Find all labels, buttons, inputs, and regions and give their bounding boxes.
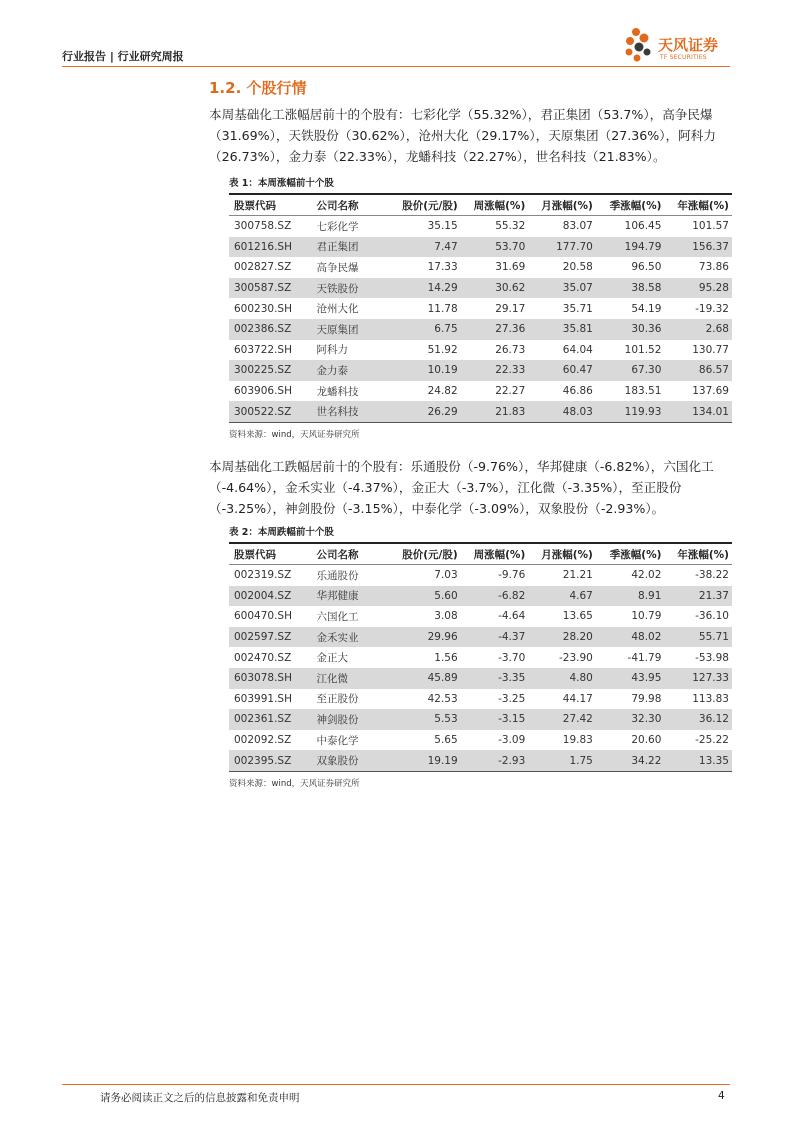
column-header: 年涨幅(%) — [677, 548, 729, 561]
table-cell: 42.53 — [427, 692, 458, 705]
company-logo — [622, 24, 732, 66]
table-cell: 19.19 — [427, 754, 458, 767]
table-cell: -3.15 — [498, 713, 526, 726]
table-cell: 20.58 — [562, 261, 593, 274]
table-cell: 1.56 — [434, 651, 458, 664]
table-cell: 31.69 — [495, 261, 526, 274]
table-row — [229, 730, 732, 751]
table-cell: 神剑股份 — [316, 713, 359, 726]
table-cell: 002092.SZ — [234, 734, 292, 747]
table-cell: -2.93 — [498, 754, 526, 767]
table-cell: 沧州大化 — [316, 303, 359, 316]
table-cell: 中泰化学 — [316, 734, 359, 747]
table-cell: 79.98 — [631, 692, 662, 705]
table-cell: -41.79 — [627, 651, 662, 664]
table-cell: 48.02 — [631, 631, 662, 644]
table-cell: 30.36 — [631, 323, 662, 336]
table-cell: -3.09 — [498, 734, 526, 747]
table-cell: 36.12 — [698, 713, 729, 726]
table-cell: 11.78 — [427, 302, 458, 315]
table-cell: 55.32 — [495, 220, 526, 233]
table-cell: 22.27 — [495, 385, 526, 398]
table-cell: 7.47 — [434, 240, 458, 253]
table-cell: 4.67 — [569, 589, 593, 602]
table-row — [229, 668, 732, 689]
table-row — [229, 237, 732, 258]
top-losers-table — [229, 524, 732, 789]
table-cell: 54.19 — [631, 302, 662, 315]
column-header: 周涨幅(%) — [473, 548, 526, 561]
table-row — [229, 565, 732, 586]
table-cell: -9.76 — [498, 569, 526, 582]
table-cell: 002386.SZ — [234, 323, 292, 336]
table-cell: 600230.SH — [234, 302, 292, 315]
table-cell: 002395.SZ — [234, 754, 292, 767]
table-cell: 42.02 — [631, 569, 662, 582]
table-cell: 13.35 — [698, 754, 729, 767]
table-row — [229, 401, 732, 422]
table-cell: -3.35 — [498, 672, 526, 685]
table-cell: 29.96 — [427, 631, 458, 644]
table-cell: 002361.SZ — [234, 713, 292, 726]
footer-disclaimer: 请务必阅读正文之后的信息披露和免责申明 — [100, 1092, 300, 1104]
report-type-label: 行业报告 | 行业研究周报 — [62, 50, 184, 63]
table-cell: 86.57 — [698, 364, 729, 377]
table-cell: 64.04 — [562, 343, 593, 356]
table-cell: 96.50 — [631, 261, 662, 274]
table-cell: -4.37 — [498, 631, 526, 644]
table-cell: 13.65 — [562, 610, 593, 623]
table-cell: 603906.SH — [234, 385, 292, 398]
table-cell: 8.91 — [638, 589, 662, 602]
table-cell: 5.60 — [434, 589, 458, 602]
column-header: 季涨幅(%) — [609, 548, 662, 561]
table-cell: 119.93 — [624, 405, 662, 418]
table-cell: 603722.SH — [234, 343, 292, 356]
table-cell: 002470.SZ — [234, 651, 292, 664]
table-cell: 10.19 — [427, 364, 458, 377]
table-cell: 21.37 — [698, 589, 729, 602]
table-row — [229, 606, 732, 627]
table-caption: 表 1：本周涨幅前十个股 — [229, 178, 334, 189]
logo-subtext: TF SECURITIES — [660, 54, 707, 61]
table-cell: 137.69 — [692, 385, 729, 398]
table-cell: 113.83 — [692, 692, 729, 705]
table-cell: 48.03 — [562, 405, 593, 418]
table-cell: 101.52 — [624, 343, 662, 356]
table-cell: 60.47 — [562, 364, 593, 377]
table-cell: 83.07 — [562, 220, 593, 233]
table-row — [229, 627, 732, 648]
table-cell: 28.20 — [562, 631, 593, 644]
table-cell: 金力泰 — [316, 364, 349, 377]
top-gainers-table — [229, 175, 732, 440]
table-cell: -6.82 — [498, 589, 526, 602]
table-row — [229, 360, 732, 381]
table-cell: 601216.SH — [234, 240, 292, 253]
column-header: 股价(元/股) — [402, 199, 458, 212]
table-row — [229, 689, 732, 710]
table-cell: 127.33 — [692, 672, 729, 685]
table-row — [229, 709, 732, 730]
column-header: 公司名称 — [316, 199, 359, 212]
table-cell: 95.28 — [698, 282, 729, 295]
column-header: 周涨幅(%) — [473, 199, 526, 212]
table-cell: 30.62 — [495, 282, 526, 295]
table-cell: 世名科技 — [316, 406, 359, 419]
table-cell: 君正集团 — [316, 241, 359, 254]
logo-text: 天风证券 — [658, 36, 719, 54]
table-cell: 天铁股份 — [316, 282, 359, 295]
table-cell: 3.08 — [434, 610, 458, 623]
table-cell: 44.17 — [562, 692, 593, 705]
table-cell: 1.75 — [569, 754, 593, 767]
table-cell: 七彩化学 — [316, 220, 359, 233]
table-cell: 35.71 — [562, 302, 593, 315]
table-caption: 表 2：本周跌幅前十个股 — [229, 527, 334, 538]
table-cell: 45.89 — [427, 672, 458, 685]
table-cell: 106.45 — [624, 220, 662, 233]
table-cell: 27.42 — [562, 713, 593, 726]
table-cell: 24.82 — [427, 385, 458, 398]
table-cell: 51.92 — [427, 343, 458, 356]
table-cell: 29.17 — [495, 302, 526, 315]
table-cell: 43.95 — [631, 672, 662, 685]
table-cell: -3.25 — [498, 692, 526, 705]
table-cell: 21.21 — [562, 569, 593, 582]
table-cell: 26.73 — [495, 343, 526, 356]
column-header: 股票代码 — [234, 548, 276, 561]
table-cell: 天原集团 — [316, 323, 359, 336]
table-row — [229, 257, 732, 278]
table-row — [229, 340, 732, 361]
table-cell: -19.32 — [695, 302, 729, 315]
table-cell: 14.29 — [427, 282, 458, 295]
table-cell: 300522.SZ — [234, 405, 292, 418]
table-cell: 至正股份 — [316, 693, 359, 706]
table-row — [229, 298, 732, 319]
table-cell: 002827.SZ — [234, 261, 292, 274]
table-cell: 2.68 — [705, 323, 729, 336]
table-cell: 六国化工 — [316, 610, 359, 623]
table-cell: 600470.SH — [234, 610, 292, 623]
table-cell: 183.51 — [624, 385, 662, 398]
header-divider — [62, 66, 730, 67]
table-cell: 46.86 — [562, 385, 593, 398]
column-header: 股票代码 — [234, 199, 276, 212]
table-cell: -4.64 — [498, 610, 526, 623]
table-cell: 20.60 — [631, 734, 662, 747]
table-cell: 32.30 — [631, 713, 662, 726]
top-gainers-paragraph: 本周基础化工涨幅居前十的个股有：七彩化学（55.32%），君正集团（53.7%），高争民爆（31.69%），天铁股份（30.62%），沧州大化（29.17%），天原集团（27.36%），阿科力（26.73%），金力泰（22.33%），龙蟠科技（22.27%），世名科技（21.83%）。 — [209, 107, 716, 164]
column-header: 年涨幅(%) — [677, 199, 729, 212]
table-cell: -36.10 — [695, 610, 729, 623]
column-header: 季涨幅(%) — [609, 199, 662, 212]
page-number: 4 — [718, 1090, 725, 1102]
table-header-row — [229, 544, 732, 565]
table-cell: 73.86 — [698, 261, 729, 274]
table-cell: 300758.SZ — [234, 220, 292, 233]
footer-divider — [62, 1084, 730, 1085]
table-row — [229, 586, 732, 607]
table-cell: 21.83 — [495, 405, 526, 418]
table-cell: 300225.SZ — [234, 364, 292, 377]
table-cell: 金禾实业 — [316, 631, 359, 644]
table-cell: 阿科力 — [316, 344, 349, 357]
table-cell: -38.22 — [695, 569, 729, 582]
table-cell: 603991.SH — [234, 692, 292, 705]
table-cell: 6.75 — [434, 323, 458, 336]
table-cell: 龙蟠科技 — [316, 385, 359, 398]
table-cell: 17.33 — [427, 261, 458, 274]
table-cell: 5.53 — [434, 713, 458, 726]
top-losers-paragraph: 本周基础化工跌幅居前十的个股有：乐通股份（-9.76%），华邦健康（-6.82%），六国化工（-4.64%），金禾实业（-4.37%），金正大（-3.7%），江化微（-3.35%），至正股份（-3.25%），神剑股份（-3.15%），中泰化学（-3.09%），双象股份（-2.93%）。 — [209, 459, 714, 516]
table-source-note: 资料来源：wind，天风证券研究所 — [229, 429, 360, 440]
table-row — [229, 647, 732, 668]
table-cell: 35.07 — [562, 282, 593, 295]
table-cell: 7.03 — [434, 569, 458, 582]
table-source-note: 资料来源：wind，天风证券研究所 — [229, 778, 360, 789]
table-cell: 乐通股份 — [316, 569, 359, 582]
table-cell: 177.70 — [556, 240, 593, 253]
table-cell: 101.57 — [692, 220, 729, 233]
table-cell: 高争民爆 — [316, 261, 359, 274]
table-cell: 5.65 — [434, 734, 458, 747]
table-cell: 34.22 — [631, 754, 662, 767]
table-cell: 55.71 — [698, 631, 729, 644]
table-bottom-rule — [229, 422, 732, 423]
table-row — [229, 381, 732, 402]
table-cell: 华邦健康 — [316, 590, 359, 603]
table-cell: 金正大 — [316, 652, 349, 665]
table-cell: -3.70 — [498, 651, 526, 664]
table-bottom-rule — [229, 771, 732, 772]
table-row — [229, 319, 732, 340]
table-cell: 67.30 — [631, 364, 662, 377]
table-cell: 19.83 — [562, 734, 593, 747]
table-cell: 156.37 — [692, 240, 729, 253]
section-title: 1.2. 个股行情 — [209, 79, 307, 97]
table-cell: 27.36 — [495, 323, 526, 336]
table-cell: -53.98 — [695, 651, 729, 664]
table-cell: -25.22 — [695, 734, 729, 747]
table-cell: 35.15 — [427, 220, 458, 233]
column-header: 公司名称 — [316, 548, 359, 561]
column-header: 股价(元/股) — [402, 548, 458, 561]
table-cell: 002004.SZ — [234, 589, 292, 602]
table-cell: 双象股份 — [316, 755, 359, 768]
table-row — [229, 750, 732, 771]
table-row — [229, 278, 732, 299]
table-cell: 26.29 — [427, 405, 458, 418]
table-cell: 38.58 — [631, 282, 662, 295]
table-row — [229, 216, 732, 237]
logo-flower-icon — [622, 24, 658, 66]
table-cell: 53.70 — [495, 240, 526, 253]
table-cell: 134.01 — [692, 405, 729, 418]
table-cell: 130.77 — [692, 343, 729, 356]
column-header: 月涨幅(%) — [541, 199, 593, 212]
table-cell: -23.90 — [558, 651, 593, 664]
table-cell: 194.79 — [624, 240, 662, 253]
column-header: 月涨幅(%) — [541, 548, 593, 561]
table-cell: 4.80 — [569, 672, 593, 685]
table-cell: 002319.SZ — [234, 569, 292, 582]
table-cell: 002597.SZ — [234, 631, 292, 644]
table-cell: 35.81 — [562, 323, 593, 336]
table-header-row — [229, 195, 732, 216]
table-cell: 10.79 — [631, 610, 662, 623]
table-cell: 603078.SH — [234, 672, 292, 685]
table-cell: 22.33 — [495, 364, 526, 377]
table-cell: 江化微 — [316, 672, 349, 685]
table-cell: 300587.SZ — [234, 282, 292, 295]
